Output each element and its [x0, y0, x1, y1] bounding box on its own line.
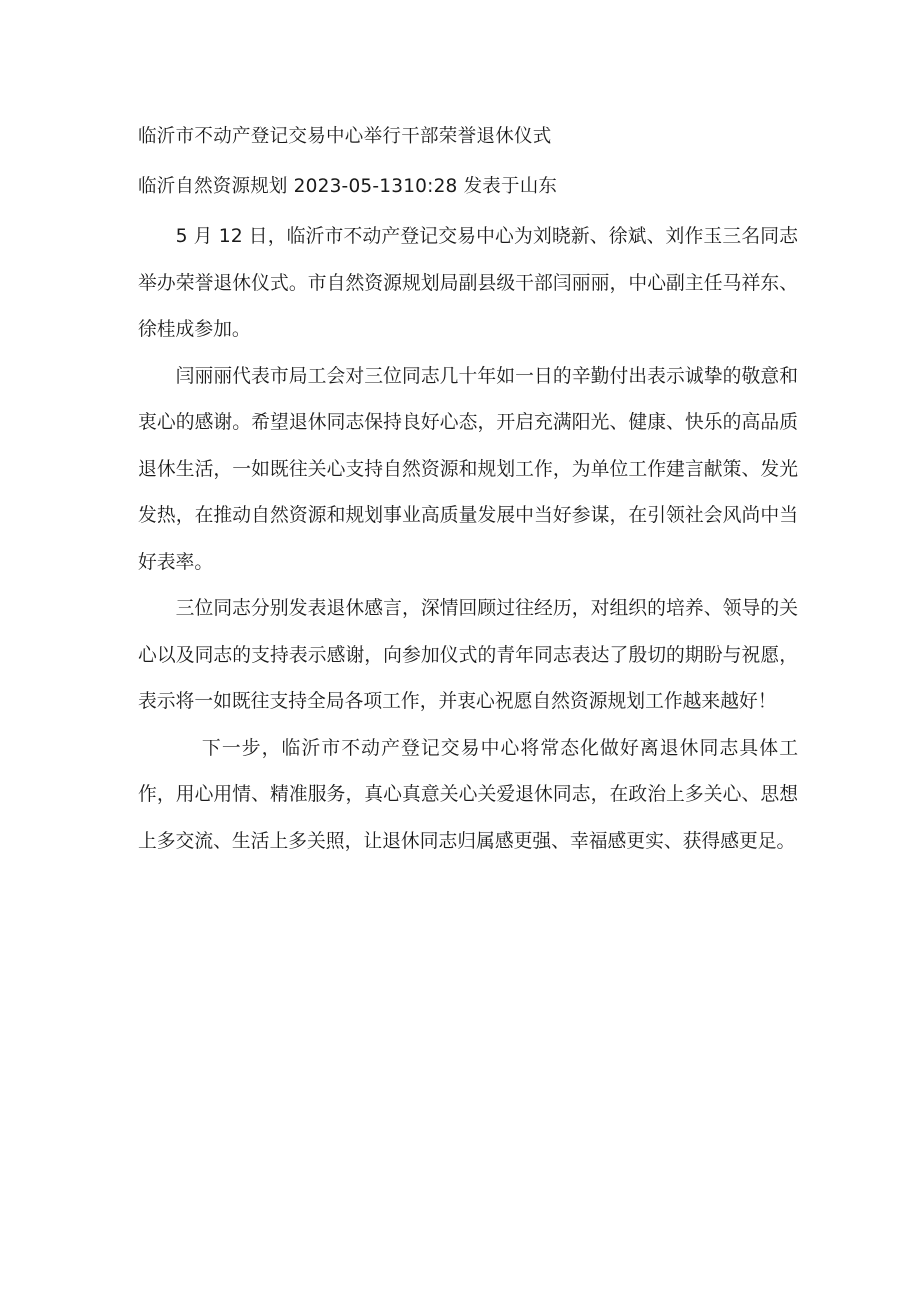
- paragraph-3: 三位同志分别发表退休感言，深情回顾过往经历，对组织的培养、领导的关心以及同志的支持表示感谢，向参加仪式的青年同志表达了殷切的期盼与祝愿，表示将一如既往支持全局各项工作，并衷心祝愿自然资源规划工作越来越好！: [138, 598, 798, 712]
- paragraph-1: 5 月 12 日，临沂市不动产登记交易中心为刘晓新、徐斌、刘作玉三名同志举办荣誉退休仪式。市自然资源规划局副县级干部闫丽丽，中心副主任马祥东、徐桂成参加。: [138, 226, 798, 340]
- article-title: 临沂市不动产登记交易中心举行干部荣誉退休仪式: [138, 126, 552, 147]
- paragraph-4: 下一步，临沂市不动产登记交易中心将常态化做好离退休同志具体工作，用心用情、精准服务，真心真意关心关爱退休同志，在政治上多关心、思想上多交流、生活上多关照，让退休同志归属感更强、幸福感更实、获得感更足。: [138, 737, 798, 852]
- article-body: [138, 214, 798, 865]
- paragraph-2: 闫丽丽代表市局工会对三位同志几十年如一日的辛勤付出表示诚挚的敬意和衷心的感谢。希望退休同志保持良好心态，开启充满阳光、健康、快乐的高品质退休生活，一如既往关心支持自然资源和规划工作，为单位工作建言献策、发光发热，在推动自然资源和规划事业高质量发展中当好参谋，在引领社会风尚中当好表率。: [138, 365, 798, 573]
- article-meta: 临沂自然资源规划 2023-05-1310:28 发表于山东: [138, 176, 558, 197]
